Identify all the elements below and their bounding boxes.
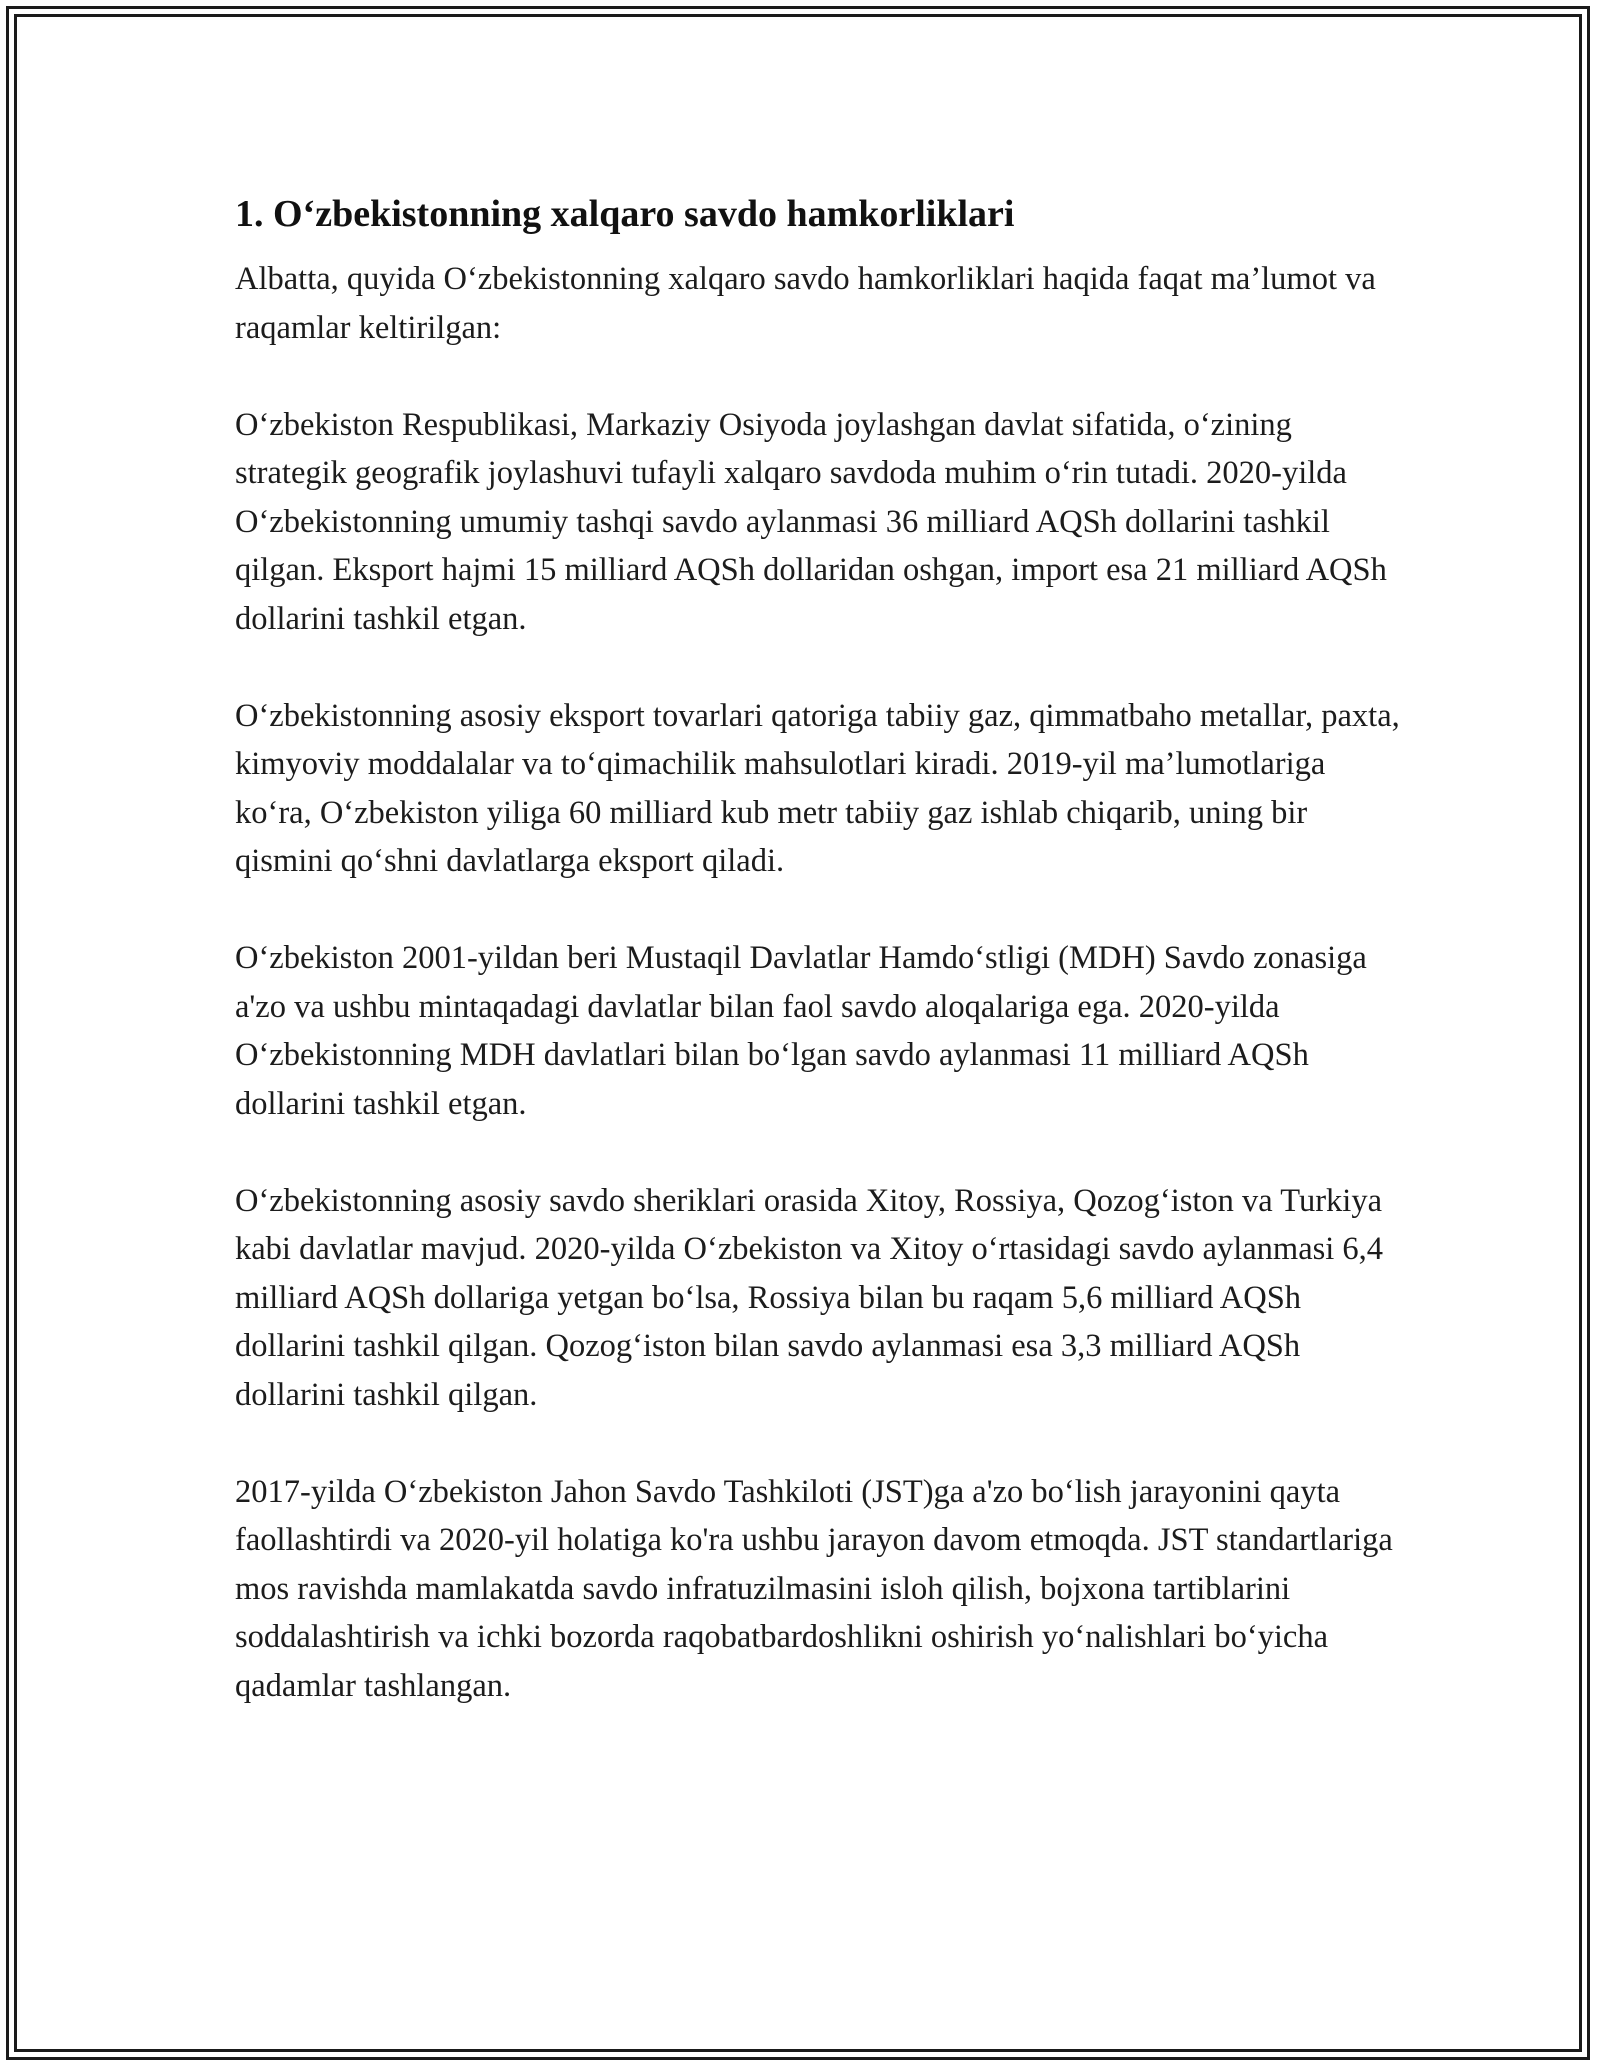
paragraph-trade-partners: O‘zbekistonning asosiy savdo sheriklari orasida Xitoy, Rossiya, Qozog‘iston va Turkiya kabi davlatlar mavjud. 2020-yilda O‘zbekiston va Xitoy o‘rtasidagi savdo aylanmasi 6,4 milliard AQSh dollariga yetgan bo‘lsa, Rossiya bilan bu raqam 5,6 milliard AQSh dollarini tashkil qilgan. Qozog‘iston bilan savdo aylanmasi esa 3,3 milliard AQSh dollarini tashkil qilgan. <box>235 1182 1384 1413</box>
paragraph-export-goods: O‘zbekistonning asosiy eksport tovarlari qatoriga tabiiy gaz, qimmatbaho metallar, paxta, kimyoviy moddalalar va to‘qimachilik mahsulotlari kiradi. 2019-yil ma’lumotlariga ko‘ra, O‘zbekiston yiliga 60 milliard kub metr tabiiy gaz ishlab chiqarib, uning bir qismini qo‘shni davlatlarga eksport qiladi. <box>235 697 1400 879</box>
paragraph-trade-overview: O‘zbekiston Respublikasi, Markaziy Osiyoda joylashgan davlat sifatida, o‘zining strategik geografik joylashuvi tufayli xalqaro savdoda muhim o‘rin tutadi. 2020-yilda O‘zbekistonning umumiy tashqi savdo aylanmasi 36 milliard AQSh dollarini tashkil qilgan. Eksport hajmi 15 milliard AQSh dollaridan oshgan, import esa 21 milliard AQSh dollarini tashkil etgan. <box>235 406 1387 637</box>
paragraph-cis-trade: O‘zbekiston 2001-yildan beri Mustaqil Davlatlar Hamdo‘stligi (MDH) Savdo zonasiga a'zo va ushbu mintaqadagi davlatlar bilan faol savdo aloqalariga ega. 2020-yilda O‘zbekistonning MDH davlatlari bilan bo‘lgan savdo aylanmasi 11 milliard AQSh dollarini tashkil etgan. <box>235 940 1367 1122</box>
document-title: 1. O‘zbekistonning xalqaro savdo hamkorliklari <box>235 193 1015 235</box>
document-body <box>235 185 1405 1759</box>
paragraph-intro: Albatta, quyida O‘zbekistonning xalqaro savdo hamkorliklari haqida faqat ma’lumot va raqamlar keltirilgan: <box>235 261 1376 346</box>
paragraph-wto-accession: 2017-yilda O‘zbekiston Jahon Savdo Tashkiloti (JST)ga a'zo bo‘lish jarayonini qayta faollashtirdi va 2020-yil holatiga ko'ra ushbu jarayon davom etmoqda. JST standartlariga mos ravishda mamlakatda savdo infratuzilmasini isloh qilish, bojxona tartiblarini soddalashtirish va ichki bozorda raqobatbardoshlikni oshirish yo‘nalishlari bo‘yicha qadamlar tashlangan. <box>235 1473 1393 1704</box>
